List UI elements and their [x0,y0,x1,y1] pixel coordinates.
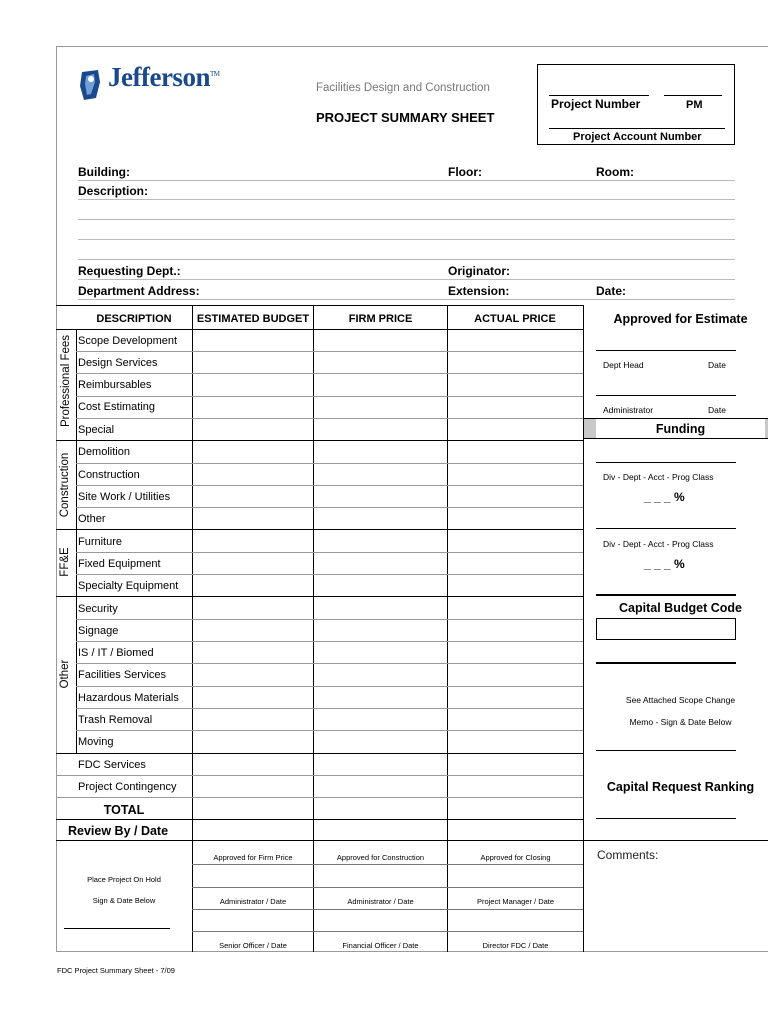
row-cost-estimating: Cost Estimating [78,401,156,413]
row-project-contingency: Project Contingency [78,781,177,793]
project-number-label: Project Number [551,97,641,111]
row-specialty-equipment: Specialty Equipment [78,580,179,592]
percent-2[interactable]: _ _ _ % [644,557,685,571]
approved-firm-price: Approved for Firm Price [213,853,293,862]
description-line-1[interactable] [78,199,735,200]
description-line-2[interactable] [78,219,735,220]
requesting-line[interactable] [78,279,735,280]
row-security: Security [78,603,118,615]
row-reimbursables: Reimbursables [78,379,152,391]
see-attached-text: See Attached Scope Change [625,695,736,705]
logo-text: Jefferson™ [108,62,220,92]
row-site-work: Site Work / Utilities [78,491,171,503]
building-label: Building: [78,165,130,179]
approved-for-estimate: Approved for Estimate [613,312,748,326]
footer-text: FDC Project Summary Sheet - 7/09 [57,966,175,975]
group-professional-fees: Professional Fees [60,334,72,428]
row-facilities-services: Facilities Services [78,669,167,681]
approved-construction: Approved for Construction [336,853,425,862]
percent-1[interactable]: _ _ _ % [644,490,685,504]
group-other: Other [59,659,71,689]
description-label: Description: [78,184,149,198]
dept-head-label: Dept Head [603,360,644,370]
col-firm-price: FIRM PRICE [348,313,413,325]
administrator-label: Administrator [603,405,654,415]
row-total: TOTAL [103,803,145,817]
date-label: Date: [596,284,627,298]
capital-request-ranking: Capital Request Ranking [606,780,755,794]
capital-budget-code-input[interactable] [596,618,736,640]
row-design-services: Design Services [78,357,158,369]
department-title: Facilities Design and Construction [316,82,490,94]
administrator-date-1: Administrator / Date [219,897,287,906]
div-dept-acct-2: Div - Dept - Acct - Prog Class [603,539,714,549]
department-address-label: Department Address: [78,284,200,298]
description-line-3[interactable] [78,239,735,240]
row-scope-development: Scope Development [78,335,178,347]
memo-text: Memo - Sign & Date Below [629,717,732,727]
approved-closing: Approved for Closing [480,853,551,862]
capital-budget-code-label: Capital Budget Code [619,601,742,615]
row-special: Special [78,424,115,436]
floor-label: Floor: [448,165,482,179]
sign-date-below: Sign & Date Below [92,896,156,905]
jefferson-logo-icon [78,68,102,102]
col-actual-price: ACTUAL PRICE [474,313,556,325]
pm-label: PM [686,99,703,111]
sheet-title: PROJECT SUMMARY SHEET [316,110,495,125]
administrator-date-2: Administrator / Date [347,897,414,906]
senior-officer-date: Senior Officer / Date [219,941,287,950]
place-project-on-hold: Place Project On Hold [87,875,161,884]
row-construction: Construction [78,469,140,481]
room-label: Room: [596,165,634,179]
row-demolition: Demolition [78,446,130,458]
col-description: DESCRIPTION [96,313,172,325]
requesting-dept-label: Requesting Dept.: [78,264,181,278]
comments-label: Comments: [597,848,659,862]
director-fdc-date: Director FDC / Date [482,941,549,950]
address-line[interactable] [78,299,735,300]
row-fdc-services: FDC Services [78,759,146,771]
building-line[interactable] [78,180,735,181]
description-line-4[interactable] [78,259,735,260]
project-account-number-label: Project Account Number [573,131,702,143]
administrator-date-label: Date [708,405,726,415]
row-furniture: Furniture [78,536,123,548]
row-is-it-biomed: IS / IT / Biomed [78,647,154,659]
group-construction: Construction [59,452,71,518]
group-ffe: FF&E [59,547,71,577]
row-moving: Moving [78,736,114,748]
div-dept-acct-1: Div - Dept - Acct - Prog Class [603,472,714,482]
project-manager-date: Project Manager / Date [476,897,555,906]
dept-head-date-label: Date [708,360,726,370]
row-signage: Signage [78,625,119,637]
funding-heading: Funding [655,422,706,436]
row-fixed-equipment: Fixed Equipment [78,558,161,570]
row-other: Other [78,513,106,525]
financial-officer-date: Financial Officer / Date [342,941,419,950]
originator-label: Originator: [448,264,510,278]
extension-label: Extension: [448,284,510,298]
row-trash-removal: Trash Removal [78,714,153,726]
review-by-date: Review By / Date [68,824,169,838]
row-hazardous-materials: Hazardous Materials [78,692,179,704]
col-estimated-budget: ESTIMATED BUDGET [196,313,310,325]
